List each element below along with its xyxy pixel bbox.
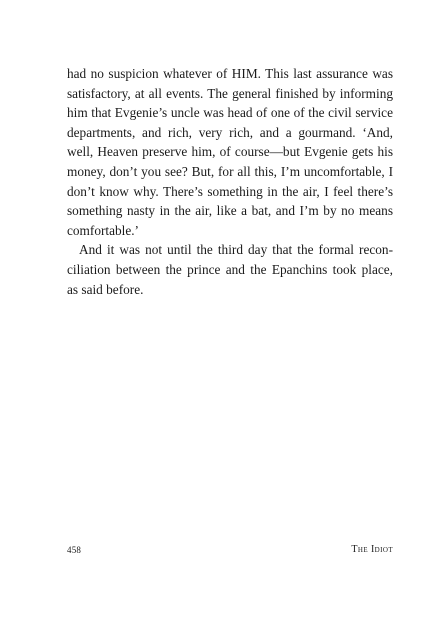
text-line: well, Heaven preserve him, of course—but Evgenie gets his [67, 144, 393, 160]
text-line: satisfactory, at all events. The general finished by informing [67, 85, 393, 101]
paragraph-2 [67, 240, 393, 299]
text-line: had no suspicion whatever of HIM. This last assurance was [67, 66, 393, 81]
paragraph-1 [67, 64, 393, 240]
text-line: ciliation between the prince and the Epanchins took place, [67, 261, 393, 277]
page-number: 458 [67, 545, 82, 555]
body-text [67, 64, 393, 299]
text-line: comfortable.’ [67, 222, 139, 238]
running-title: The Idiot [351, 544, 393, 555]
text-line: departments, and rich, very rich, and a gourmand. ‘And, [67, 124, 393, 140]
text-line: And it was not until the third day that the formal recon- [79, 242, 393, 258]
text-line: as said before. [67, 281, 144, 297]
text-line: don’t know why. There’s something in the air, I feel there’s [67, 183, 393, 199]
text-line: money, don’t you see? But, for all this, I’m uncomfortable, I [67, 163, 393, 179]
text-line: something nasty in the air, like a bat, and I’m by no means [67, 203, 393, 219]
text-line: him that Evgenie’s uncle was head of one of the civil service [67, 105, 393, 121]
